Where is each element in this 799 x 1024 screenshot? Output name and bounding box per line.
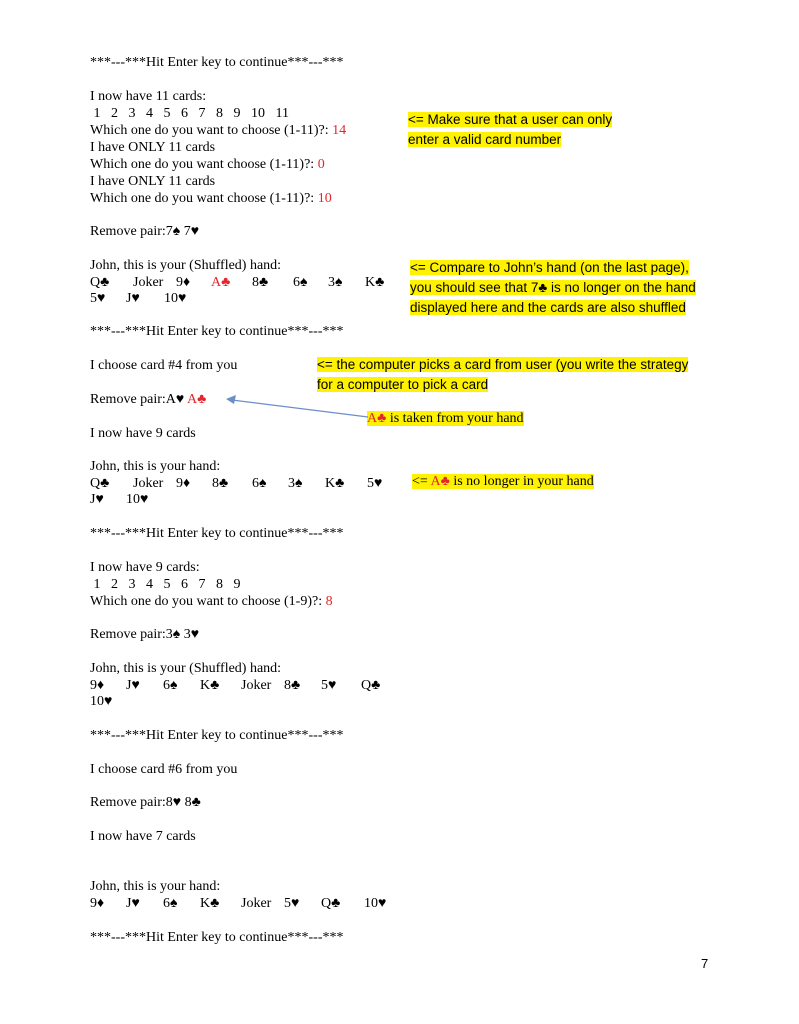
hand-title: John, this is your hand: (90, 879, 221, 894)
card: J♥ (90, 492, 104, 507)
note-compare-hand (410, 258, 696, 318)
card: 3♠ (288, 476, 303, 491)
cards-count-line: I now have 9 cards (90, 426, 196, 441)
card: 9♦ (176, 476, 191, 491)
note-text: is taken from your hand (386, 411, 524, 426)
card: 10♥ (90, 694, 113, 709)
choose-prompt-text: Which one do you want to choose (1-9)?: (90, 594, 326, 609)
computer-choice-line: I choose card #6 from you (90, 762, 238, 777)
user-input-value: 8 (325, 594, 333, 609)
continue-prompt: ***---***Hit Enter key to continue***---*** (90, 324, 344, 339)
card: Q♣ (90, 476, 110, 491)
user-input-value: 10 (317, 191, 332, 206)
only-cards-warning: I have ONLY 11 cards (90, 174, 216, 189)
card: 9♦ (90, 896, 105, 911)
choose-prompt-line (90, 156, 325, 173)
card: 9♦ (90, 678, 105, 693)
choose-prompt-line (90, 593, 333, 610)
hand-title: John, this is your (Shuffled) hand: (90, 258, 282, 273)
remove-pair-line (90, 391, 206, 408)
remove-pair-line: Remove pair:7♠ 7♥ (90, 224, 200, 239)
card: 6♠ (163, 678, 178, 693)
card: K♣ (200, 896, 220, 911)
card: A♣ (211, 275, 231, 290)
removed-card: A♣ (186, 392, 207, 407)
card: Joker (133, 275, 164, 290)
remove-pair-text: Remove pair:A♥ (90, 392, 187, 407)
remove-pair-line: Remove pair:3♠ 3♥ (90, 627, 200, 642)
hand-row (90, 491, 170, 508)
user-input-value: 0 (317, 157, 325, 172)
card: 6♠ (163, 896, 178, 911)
note-line: <= Make sure that a user can only (408, 112, 613, 127)
removed-card: A♣ (430, 474, 450, 489)
card: Q♣ (321, 896, 341, 911)
note-line: <= Compare to John’s hand (on the last page), (410, 260, 689, 275)
page-number: 7 (701, 956, 709, 971)
note-arrow-text: <= (412, 474, 431, 489)
note-computer-picks (317, 355, 688, 395)
cards-count-line: I now have 7 cards (90, 829, 196, 844)
card: 10♥ (164, 291, 187, 306)
hand-row (90, 274, 410, 291)
computer-choice-line: I choose card #4 from you (90, 358, 238, 373)
hand-title: John, this is your (Shuffled) hand: (90, 661, 282, 676)
note-line: enter a valid card number (408, 132, 562, 147)
card: J♥ (126, 896, 140, 911)
card: 8♣ (252, 275, 269, 290)
note-line: <= the computer picks a card from user (you write the strategy (317, 357, 689, 372)
hand-row (90, 290, 210, 307)
card: Joker (241, 678, 272, 693)
note-line: displayed here and the cards are also shuffled (410, 300, 686, 315)
card: 5♥ (321, 678, 337, 693)
continue-prompt: ***---***Hit Enter key to continue***---*** (90, 55, 344, 70)
card: 10♥ (126, 492, 149, 507)
card: K♣ (200, 678, 220, 693)
card: 5♥ (90, 291, 106, 306)
hand-row (90, 895, 410, 912)
remove-pair-line: Remove pair:8♥ 8♣ (90, 795, 201, 810)
user-input-value: 14 (332, 123, 347, 138)
hand-row (90, 677, 390, 694)
card: K♣ (365, 275, 385, 290)
note-valid-card (408, 110, 612, 150)
continue-prompt: ***---***Hit Enter key to continue***---*** (90, 526, 344, 541)
card-numbers-line: 1 2 3 4 5 6 7 8 9 (90, 577, 241, 592)
card: Joker (241, 896, 272, 911)
note-highlight (412, 474, 594, 489)
continue-prompt: ***---***Hit Enter key to continue***---*** (90, 930, 344, 945)
card: 6♠ (293, 275, 308, 290)
note-line: you should see that 7♣ is no longer on the hand (410, 280, 696, 295)
taken-card: A♣ (367, 411, 387, 426)
card: 8♣ (212, 476, 229, 491)
cards-count-line: I now have 11 cards: (90, 89, 207, 104)
choose-prompt-text: Which one do you want choose (1-11)?: (90, 157, 318, 172)
card: 10♥ (364, 896, 387, 911)
hand-row (90, 475, 390, 492)
card: Joker (133, 476, 164, 491)
hand-title: John, this is your hand: (90, 459, 221, 474)
choose-prompt-text: Which one do you want choose (1-11)?: (90, 191, 318, 206)
card: J♥ (126, 291, 140, 306)
note-card-taken (367, 409, 524, 429)
choose-prompt-line (90, 190, 332, 207)
card: Q♣ (361, 678, 381, 693)
card: K♣ (325, 476, 345, 491)
only-cards-warning: I have ONLY 11 cards (90, 140, 216, 155)
annotation-arrow (220, 392, 370, 422)
card: 9♦ (176, 275, 191, 290)
card: 5♥ (284, 896, 300, 911)
cards-count-line: I now have 9 cards: (90, 560, 200, 575)
choose-prompt-line (90, 122, 346, 139)
card: 6♠ (252, 476, 267, 491)
note-highlight (367, 411, 524, 426)
card: J♥ (126, 678, 140, 693)
hand-row (90, 693, 130, 710)
card-numbers-line: 1 2 3 4 5 6 7 8 9 10 11 (90, 106, 289, 121)
continue-prompt: ***---***Hit Enter key to continue***---*** (90, 728, 344, 743)
note-no-longer-in-hand (412, 472, 594, 492)
choose-prompt-text: Which one do you want to choose (1-11)?: (90, 123, 333, 138)
card: 8♣ (284, 678, 301, 693)
note-text: is no longer in your hand (449, 474, 594, 489)
card: Q♣ (90, 275, 110, 290)
card: 3♠ (328, 275, 343, 290)
card: 5♥ (367, 476, 383, 491)
note-line: for a computer to pick a card (317, 377, 489, 392)
